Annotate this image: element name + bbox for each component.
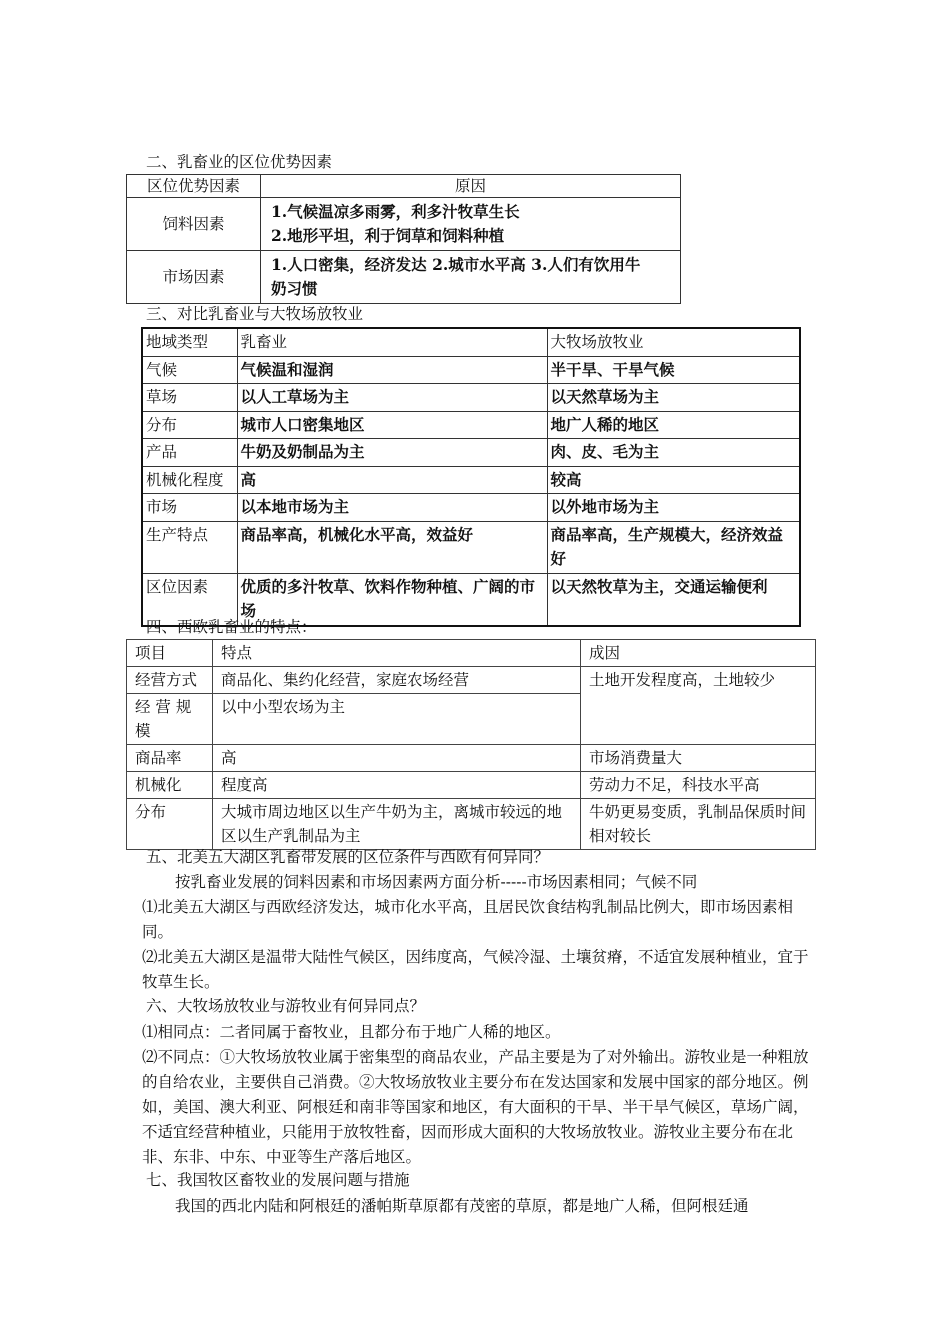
row-label: 气候 (142, 356, 237, 384)
table-header-cell: 原因 (261, 175, 681, 198)
row-label: 产品 (142, 439, 237, 467)
dairy-cell: 以人工草场为主 (237, 384, 547, 412)
ranch-cell: 以天然牧草为主，交通运输便利 (547, 573, 800, 626)
row-label: 市场 (142, 494, 237, 522)
item-cell: 分布 (127, 799, 213, 850)
table-header-row (142, 328, 800, 356)
ranch-cell: 肉、皮、毛为主 (547, 439, 800, 467)
table-header-cell: 成因 (581, 640, 816, 667)
row-label: 草场 (142, 384, 237, 412)
cause-cell: 市场消费量大 (581, 745, 816, 772)
section3-heading: 三、对比乳畜业与大牧场放牧业 (146, 305, 364, 323)
cause-cell: 牛奶更易变质，乳制品保质时间相对较长 (581, 799, 816, 850)
dairy-cell: 高 (237, 466, 547, 494)
factor-cell: 饲料因素 (127, 198, 261, 251)
ranch-cell: 半干旱、干旱气候 (547, 356, 800, 384)
cause-cell: 土地开发程度高，土地较少 (581, 667, 816, 745)
ranch-cell: 地广人稀的地区 (547, 411, 800, 439)
table-header-row (127, 175, 681, 198)
table-row (142, 439, 800, 467)
dairy-cell: 以本地市场为主 (237, 494, 547, 522)
table-header-cell: 乳畜业 (237, 328, 547, 356)
section5-heading: 五、北美五大湖区乳畜带发展的区位条件与西欧有何异同？ (146, 848, 550, 866)
reason-line: 1.气候温凉多雨雾，利多汁牧草生长 (271, 202, 520, 221)
western-europe-dairy-table (126, 639, 816, 850)
row-label: 区位因素 (142, 573, 237, 626)
table-row (142, 466, 800, 494)
table-header-row (127, 640, 816, 667)
reason-line: 1.人口密集，经济发达 2.城市水平高 3.人们有饮用牛 (271, 255, 641, 274)
table-header-cell: 大牧场放牧业 (547, 328, 800, 356)
row-label: 生产特点 (142, 521, 237, 573)
section7-heading: 七、我国牧区畜牧业的发展问题与措施 (146, 1171, 410, 1189)
table-row (127, 799, 816, 850)
table-row (142, 384, 800, 412)
factor-cell: 市场因素 (127, 251, 261, 304)
section5-point-2: ⑵北美五大湖区是温带大陆性气候区，因纬度高，气候冷湿、土壤贫瘠，不适宜发展种植业，宜于牧草生长。 (142, 948, 809, 991)
item-cell: 经营方式 (127, 667, 213, 694)
dairy-cell: 优质的多汁牧草、饮料作物种植、广阔的市场 (237, 573, 547, 626)
section5-intro: 按乳畜业发展的饲料因素和市场因素两方面分析-----市场因素相同；气候不同 (175, 873, 698, 891)
table-header-cell: 特点 (213, 640, 581, 667)
feature-cell: 商品化、集约化经营，家庭农场经营 (213, 667, 581, 694)
comparison-table (141, 327, 801, 627)
feature-cell: 大城市周边地区以生产牛奶为主，离城市较远的地区以生产乳制品为主 (213, 799, 581, 850)
ranch-cell: 以天然草场为主 (547, 384, 800, 412)
table-row (127, 667, 816, 694)
dairy-cell: 商品率高，机械化水平高，效益好 (237, 521, 547, 573)
feature-cell: 高 (213, 745, 581, 772)
dairy-cell: 气候温和湿润 (237, 356, 547, 384)
table-row (142, 521, 800, 573)
table-row (127, 745, 816, 772)
reason-line: 2.地形平坦，利于饲草和饲料种植 (271, 226, 505, 245)
row-label: 机械化程度 (142, 466, 237, 494)
section6-point-1: ⑴相同点：二者同属于畜牧业，且都分布于地广人稀的地区。 (142, 1023, 561, 1041)
feature-cell: 程度高 (213, 772, 581, 799)
reason-cell (261, 198, 681, 251)
row-label: 分布 (142, 411, 237, 439)
advantage-factors-table (126, 174, 681, 304)
ranch-cell: 以外地市场为主 (547, 494, 800, 522)
section7-paragraph: 我国的西北内陆和阿根廷的潘帕斯草原都有茂密的草原，都是地广人稀，但阿根廷通 (175, 1197, 749, 1215)
table-row (142, 411, 800, 439)
item-cell: 机械化 (127, 772, 213, 799)
section6-point-2: ⑵不同点：①大牧场放牧业属于密集型的商品农业，产品主要是为了对外输出。游牧业是一种粗放的自给农业，主要供自己消费。②大牧场放牧业主要分布在发达国家和发展中国家的部分地区。例如，美国、澳大利亚、阿根廷和南非等国家和地区，有大面积的干旱、半干旱气候区，草场广阔，不适宜经营种植业，只能用于放牧牲畜，因而形成大面积的大牧场放牧业。游牧业主要分布在北非、东非、中东、中亚等生产落后地区。 (142, 1048, 809, 1166)
table-row (142, 494, 800, 522)
table-row (127, 251, 681, 304)
reason-line: 奶习惯 (271, 279, 318, 298)
dairy-cell: 城市人口密集地区 (237, 411, 547, 439)
table-row (127, 198, 681, 251)
table-row (127, 772, 816, 799)
reason-cell (261, 251, 681, 304)
dairy-cell: 牛奶及奶制品为主 (237, 439, 547, 467)
section2-heading: 二、乳畜业的区位优势因素 (146, 153, 333, 171)
table-header-cell: 地域类型 (142, 328, 237, 356)
table-header-cell: 项目 (127, 640, 213, 667)
table-row (142, 356, 800, 384)
ranch-cell: 较高 (547, 466, 800, 494)
item-cell: 经 营 规 模 (127, 694, 213, 745)
ranch-cell: 商品率高，生产规模大，经济效益好 (547, 521, 800, 573)
feature-cell: 以中小型农场为主 (213, 694, 581, 745)
table-header-cell: 区位优势因素 (127, 175, 261, 198)
section5-point-1: ⑴北美五大湖区与西欧经济发达，城市化水平高，且居民饮食结构乳制品比例大，即市场因素相同。 (142, 898, 794, 941)
section6-heading: 六、大牧场放牧业与游牧业有何异同点？ (146, 997, 426, 1015)
section4-heading: 四、西欧乳畜业的特点： (146, 618, 317, 636)
item-cell: 商品率 (127, 745, 213, 772)
cause-cell: 劳动力不足，科技水平高 (581, 772, 816, 799)
